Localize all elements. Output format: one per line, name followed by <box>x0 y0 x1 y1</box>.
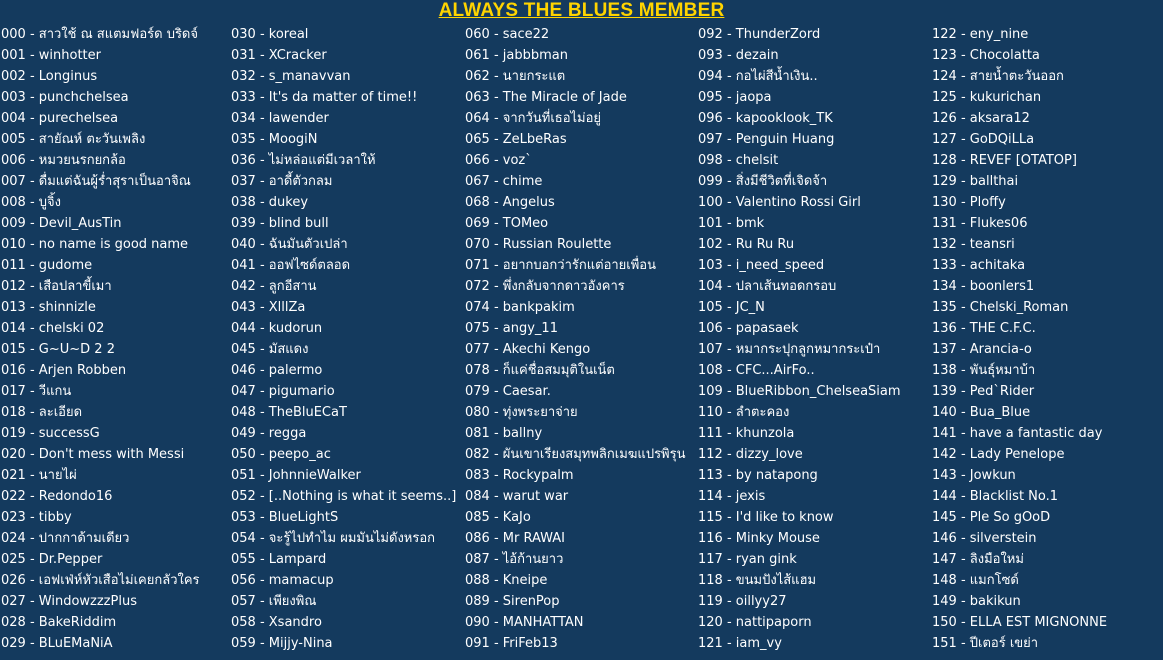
member-entry: 028 - BakeRiddim <box>1 615 117 630</box>
member-entry: 050 - peepo_ac <box>231 447 331 462</box>
member-entry: 009 - Devil_AusTin <box>1 216 122 231</box>
member-entry: 044 - kudorun <box>231 321 323 336</box>
member-entry: 037 - อาดี้ตัวกลม <box>231 174 333 189</box>
member-entry: 130 - Ploffy <box>932 195 1006 210</box>
member-entry: 092 - ThunderZord <box>698 27 821 42</box>
member-entry: 064 - จากวันที่เธอไม่อยู่ <box>465 111 602 126</box>
member-entry: 145 - Ple So gOoD <box>932 510 1051 525</box>
member-entry: 147 - ลิงมือใหม่ <box>932 552 1024 567</box>
member-entry: 061 - jabbbman <box>465 48 568 63</box>
member-entry: 121 - iam_vy <box>698 636 782 651</box>
member-entry: 090 - MANHATTAN <box>465 615 584 630</box>
member-entry: 024 - ปากกาด้ามเดียว <box>1 531 130 546</box>
member-entry: 069 - TOMeo <box>465 216 549 231</box>
member-entry: 084 - warut war <box>465 489 569 504</box>
member-entry: 057 - เพียงพิณ <box>231 594 317 609</box>
member-entry: 133 - achitaka <box>932 258 1026 273</box>
page-title: ALWAYS THE BLUES MEMBER <box>438 0 725 21</box>
member-entry: 140 - Bua_Blue <box>932 405 1031 420</box>
member-entry: 010 - no name is good name <box>1 237 189 252</box>
member-entry: 046 - palermo <box>231 363 323 378</box>
member-entry: 006 - หมวยนรกยกล้อ <box>1 153 126 168</box>
member-entry: 083 - Rockypalm <box>465 468 574 483</box>
member-entry: 067 - chime <box>465 174 543 189</box>
member-entry: 077 - Akechi Kengo <box>465 342 591 357</box>
member-entry: 025 - Dr.Pepper <box>1 552 103 567</box>
member-entry: 116 - Minky Mouse <box>698 531 820 546</box>
member-entry: 063 - The Miracle of Jade <box>465 90 627 105</box>
member-entry: 082 - ผันเขาเรียงสมุทพลิกเมฆแปรพิรุน <box>465 447 686 462</box>
member-entry: 098 - chelsit <box>698 153 779 168</box>
member-entry: 135 - Chelski_Roman <box>932 300 1069 315</box>
member-entry: 146 - silverstein <box>932 531 1037 546</box>
member-entry: 078 - ก็แค่ชื่อสมมุติในเน็ต <box>465 363 615 378</box>
member-entry: 016 - Arjen Robben <box>1 363 127 378</box>
member-entry: 003 - punchchelsea <box>1 90 129 105</box>
member-entry: 052 - [..Nothing is what it seems..] <box>231 489 457 504</box>
member-entry: 005 - สายัณห์ ตะวันเพลิง <box>1 132 146 147</box>
member-column-3 <box>465 24 686 654</box>
member-column-4 <box>698 24 901 654</box>
member-entry: 008 - บูจิ้ง <box>1 195 61 210</box>
member-entry: 132 - teansri <box>932 237 1015 252</box>
member-entry: 015 - G~U~D 2 2 <box>1 342 115 357</box>
member-entry: 106 - papasaek <box>698 321 799 336</box>
member-entry: 107 - หมากระปุกลูกหมากระเป๋า <box>698 342 881 357</box>
member-entry: 002 - Longinus <box>1 69 98 84</box>
member-entry: 027 - WindowzzzPlus <box>1 594 137 609</box>
member-entry: 043 - XlllZa <box>231 300 306 315</box>
member-list <box>0 24 1163 660</box>
member-entry: 122 - eny_nine <box>932 27 1029 42</box>
member-entry: 089 - SirenPop <box>465 594 560 609</box>
page-title-bar <box>0 0 1163 24</box>
member-entry: 120 - nattipaporn <box>698 615 812 630</box>
member-entry: 151 - ปีเตอร์ เขย่า <box>932 636 1039 651</box>
member-entry: 126 - aksara12 <box>932 111 1030 126</box>
member-entry: 080 - ทุ่งพระยาจ่าย <box>465 405 578 420</box>
member-entry: 036 - ไม่หล่อแต่มีเวลาให้ <box>231 153 376 168</box>
member-entry: 011 - gudome <box>1 258 93 273</box>
member-entry: 000 - สาวใช้ ณ สแตมฟอร์ด บริดจ์ <box>1 27 198 42</box>
member-entry: 035 - MoogiN <box>231 132 318 147</box>
member-entry: 144 - Blacklist No.1 <box>932 489 1059 504</box>
member-entry: 138 - พันธุ์หมาบ้า <box>932 363 1036 378</box>
member-entry: 047 - pigumario <box>231 384 335 399</box>
member-entry: 088 - Kneipe <box>465 573 548 588</box>
member-entry: 081 - ballny <box>465 426 543 441</box>
member-entry: 087 - ไอ้ก้านยาว <box>465 552 564 567</box>
member-entry: 117 - ryan gink <box>698 552 797 567</box>
member-entry: 112 - dizzy_love <box>698 447 803 462</box>
member-entry: 141 - have a fantastic day <box>932 426 1103 441</box>
member-entry: 129 - ballthai <box>932 174 1019 189</box>
member-entry: 091 - FriFeb13 <box>465 636 558 651</box>
member-entry: 018 - ละเอียด <box>1 405 83 420</box>
member-entry: 105 - JC_N <box>698 300 765 315</box>
member-entry: 072 - พึ่งกลับจากดาวอังคาร <box>465 279 625 294</box>
member-entry: 051 - JohnnieWalker <box>231 468 361 483</box>
member-entry: 101 - bmk <box>698 216 765 231</box>
member-entry: 124 - สายน้ำตะวันออก <box>932 69 1064 84</box>
member-entry: 113 - by natapong <box>698 468 818 483</box>
member-entry: 033 - It's da matter of time!! <box>231 90 418 105</box>
member-entry: 021 - นายไผ่ <box>1 468 77 483</box>
member-entry: 097 - Penguin Huang <box>698 132 835 147</box>
member-entry: 127 - GoDQiLLa <box>932 132 1035 147</box>
member-entry: 142 - Lady Penelope <box>932 447 1065 462</box>
member-entry: 019 - successG <box>1 426 100 441</box>
member-entry: 007 - ดื่มแต่ฉันผู้ร่ำสุราเป็นอาจิณ <box>1 174 191 189</box>
member-entry: 102 - Ru Ru Ru <box>698 237 795 252</box>
member-entry: 111 - khunzola <box>698 426 795 441</box>
member-entry: 068 - Angelus <box>465 195 555 210</box>
member-entry: 128 - REVEF [OTATOP] <box>932 153 1077 168</box>
member-entry: 125 - kukurichan <box>932 90 1042 105</box>
member-entry: 079 - Caesar. <box>465 384 551 399</box>
member-entry: 017 - วีแกน <box>1 384 72 399</box>
member-column-5 <box>932 24 1107 654</box>
member-entry: 131 - Flukes06 <box>932 216 1028 231</box>
member-entry: 150 - ELLA EST MIGNONNE <box>932 615 1108 630</box>
member-entry: 041 - ออฟไซด์ตลอด <box>231 258 351 273</box>
member-entry: 020 - Don't mess with Messi <box>1 447 185 462</box>
member-entry: 149 - bakikun <box>932 594 1021 609</box>
member-entry: 014 - chelski 02 <box>1 321 105 336</box>
member-entry: 108 - CFC...AirFo.. <box>698 363 815 378</box>
member-entry: 062 - นายกระแต <box>465 69 566 84</box>
member-entry: 001 - winhotter <box>1 48 101 63</box>
member-entry: 118 - ขนมปังไส้แฮม <box>698 573 817 588</box>
member-entry: 029 - BLuEMaNiA <box>1 636 113 651</box>
member-column-1 <box>1 24 200 654</box>
member-entry: 119 - oillyy27 <box>698 594 787 609</box>
member-entry: 085 - KaJo <box>465 510 531 525</box>
member-entry: 086 - Mr RAWAI <box>465 531 566 546</box>
member-entry: 049 - regga <box>231 426 307 441</box>
member-entry: 071 - อยากบอกว่ารักแต่อายเพื่อน <box>465 258 657 273</box>
member-entry: 148 - แมกโซด์ <box>932 573 1019 588</box>
member-entry: 030 - koreal <box>231 27 309 42</box>
member-entry: 095 - jaopa <box>698 90 772 105</box>
member-entry: 012 - เสือปลาขี้เมา <box>1 279 112 294</box>
member-entry: 056 - mamacup <box>231 573 334 588</box>
member-entry: 075 - angy_11 <box>465 321 558 336</box>
member-entry: 040 - ฉันมันตัวเปล่า <box>231 237 348 252</box>
member-entry: 093 - dezain <box>698 48 779 63</box>
member-entry: 004 - purechelsea <box>1 111 119 126</box>
member-entry: 013 - shinnizle <box>1 300 96 315</box>
member-entry: 026 - เอฟเฟ่ห์หัวเสือไม่เคยกลัวใคร <box>1 573 200 588</box>
member-entry: 031 - XCracker <box>231 48 327 63</box>
member-entry: 074 - bankpakim <box>465 300 575 315</box>
member-entry: 055 - Lampard <box>231 552 327 567</box>
member-entry: 110 - ลำตะคอง <box>698 405 790 420</box>
member-entry: 096 - kapooklook_TK <box>698 111 833 126</box>
member-entry: 058 - Xsandro <box>231 615 322 630</box>
member-column-2 <box>231 24 456 654</box>
member-entry: 045 - มัสแดง <box>231 342 309 357</box>
member-entry: 094 - กอไผ่สีน้ำเงิน.. <box>698 69 818 84</box>
member-entry: 065 - ZeLbeRas <box>465 132 567 147</box>
member-entry: 034 - lawender <box>231 111 329 126</box>
member-entry: 100 - Valentino Rossi Girl <box>698 195 861 210</box>
member-entry: 059 - Mijjy-Nina <box>231 636 333 651</box>
member-entry: 139 - Ped`Rider <box>932 384 1035 399</box>
member-entry: 054 - จะรู้ไปทำไม ผมมันไม่ดังหรอก <box>231 531 436 546</box>
member-entry: 114 - jexis <box>698 489 766 504</box>
member-entry: 039 - blind bull <box>231 216 329 231</box>
member-entry: 136 - THE C.F.C. <box>932 321 1036 336</box>
member-entry: 042 - ลูกอีสาน <box>231 279 317 294</box>
member-entry: 070 - Russian Roulette <box>465 237 612 252</box>
member-entry: 143 - Jowkun <box>932 468 1016 483</box>
member-entry: 104 - ปลาเส้นทอดกรอบ <box>698 279 837 294</box>
member-entry: 137 - Arancia-o <box>932 342 1032 357</box>
member-entry: 115 - I'd like to know <box>698 510 834 525</box>
member-entry: 103 - i_need_speed <box>698 258 825 273</box>
member-entry: 032 - s_manavvan <box>231 69 351 84</box>
member-entry: 099 - สิ่งมีชีวิตที่เจิดจ้า <box>698 174 828 189</box>
member-entry: 038 - dukey <box>231 195 309 210</box>
member-entry: 053 - BlueLightS <box>231 510 339 525</box>
member-entry: 023 - tibby <box>1 510 72 525</box>
member-entry: 060 - sace22 <box>465 27 550 42</box>
member-entry: 048 - TheBluECaT <box>231 405 347 420</box>
member-entry: 109 - BlueRibbon_ChelseaSiam <box>698 384 901 399</box>
member-entry: 022 - Redondo16 <box>1 489 113 504</box>
member-entry: 134 - boonlers1 <box>932 279 1035 294</box>
member-entry: 066 - voz` <box>465 153 532 168</box>
member-entry: 123 - Chocolatta <box>932 48 1040 63</box>
